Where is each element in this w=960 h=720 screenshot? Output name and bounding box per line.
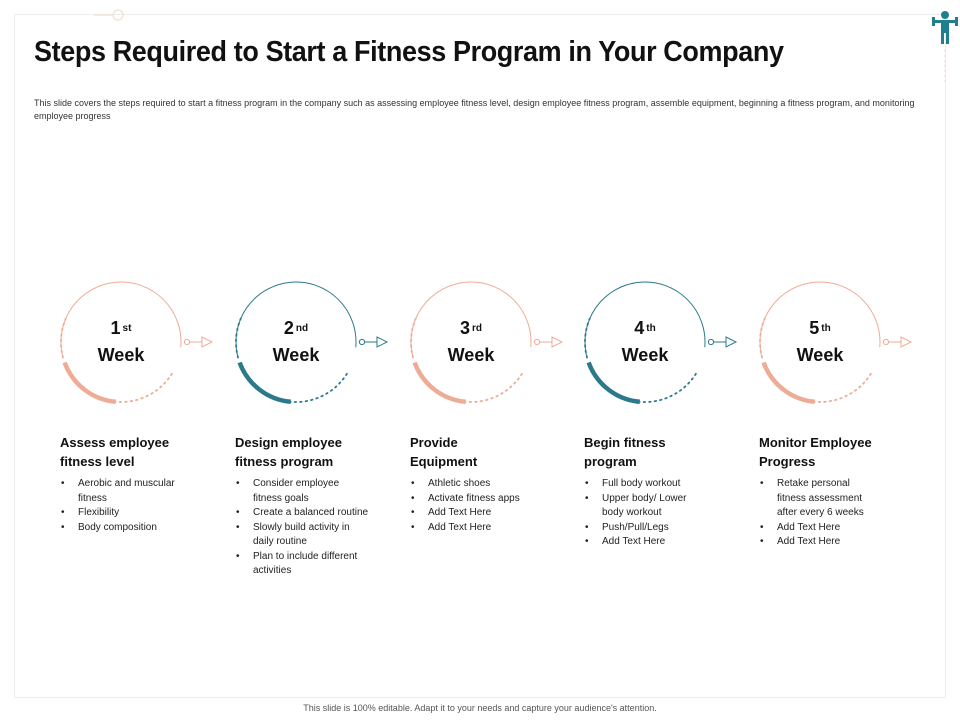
connector-dot	[883, 339, 888, 344]
step-title: Assess employee fitness level	[60, 435, 170, 469]
step-title: Provide Equipment	[410, 435, 478, 469]
step-bullet-list	[584, 477, 704, 550]
step-bullet-list	[759, 477, 879, 550]
week-number-value: 1	[110, 318, 121, 338]
week-number	[410, 318, 532, 339]
step-title: Begin fitness program	[584, 435, 666, 469]
week-number-value: 4	[634, 318, 645, 338]
bullet-item: • Create a balanced routine	[235, 506, 370, 521]
week-label: Week	[97, 345, 145, 365]
circle-dotted-arc	[464, 374, 522, 402]
chevron-right-icon	[202, 337, 212, 347]
week-label: Week	[447, 345, 495, 365]
bullet-item: • Upper body/ Lower body workout	[584, 492, 704, 521]
circle-thick-arc	[589, 363, 640, 402]
bullet-item: • Plan to include different activities	[235, 550, 370, 579]
step-bullet-list	[60, 477, 175, 535]
bullet-item: • Body composition	[60, 521, 175, 536]
bullet-item: • Add Text Here	[759, 521, 879, 536]
week-label: Week	[621, 345, 669, 365]
circle-thick-arc	[764, 363, 815, 402]
circle-thick-arc	[240, 363, 291, 402]
week-number	[235, 318, 357, 339]
week-ordinal-suffix: th	[646, 323, 656, 334]
week-number-value: 2	[283, 318, 294, 338]
connector-dot	[184, 339, 189, 344]
bullet-item: • Retake personal fitness assessment after every 6 weeks	[759, 477, 879, 521]
fitness-person-icon	[930, 6, 960, 82]
corner-decoration-icon	[92, 6, 128, 24]
week-number	[759, 318, 881, 339]
bullet-item: • Add Text Here	[410, 521, 530, 536]
circle-thick-arc	[65, 363, 116, 402]
connector-dot	[534, 339, 539, 344]
week-label: Week	[272, 345, 320, 365]
circle-dotted-arc	[114, 374, 172, 402]
chevron-right-icon	[901, 337, 911, 347]
bullet-item: • Add Text Here	[759, 535, 879, 550]
circle-dotted-arc	[813, 374, 871, 402]
step-4	[584, 270, 754, 710]
chevron-right-icon	[726, 337, 736, 347]
bullet-item: • Consider employee fitness goals	[235, 477, 370, 506]
page-title: Steps Required to Start a Fitness Program in Your Company	[34, 36, 784, 68]
week-number	[60, 318, 182, 339]
circle-dotted-arc	[289, 374, 347, 402]
week-label: Week	[796, 345, 844, 365]
week-number	[584, 318, 706, 339]
week-ordinal-suffix: st	[122, 323, 132, 334]
page-description: This slide covers the steps required to start a fitness program in the company such as assessing employee fitness level, design employee fitness program, assemble equipment, beginning a fitness program, and monitoring employee progress	[34, 98, 915, 121]
connector-dot	[708, 339, 713, 344]
circle-thick-arc	[415, 363, 466, 402]
bullet-item: • Add Text Here	[410, 506, 530, 521]
step-3	[410, 270, 580, 710]
week-number-value: 3	[459, 318, 470, 338]
bullet-item: • Athletic shoes	[410, 477, 530, 492]
step-5	[759, 270, 929, 710]
bullet-item: • Add Text Here	[584, 535, 704, 550]
chevron-right-icon	[552, 337, 562, 347]
step-2	[235, 270, 405, 710]
bullet-item: • Flexibility	[60, 506, 175, 521]
step-title: Monitor Employee Progress	[759, 435, 872, 469]
bullet-item: • Aerobic and muscular fitness	[60, 477, 175, 506]
step-bullet-list	[235, 477, 370, 579]
bullet-item: • Slowly build activity in daily routine	[235, 521, 370, 550]
bullet-item: • Activate fitness apps	[410, 492, 530, 507]
footer-note: This slide is 100% editable. Adapt it to your needs and capture your audience's attention.	[303, 703, 657, 713]
step-1	[60, 270, 230, 710]
bullet-item: • Full body workout	[584, 477, 704, 492]
chevron-right-icon	[377, 337, 387, 347]
bullet-item: • Push/Pull/Legs	[584, 521, 704, 536]
week-ordinal-suffix: th	[821, 323, 831, 334]
week-ordinal-suffix: rd	[472, 323, 482, 334]
step-bullet-list	[410, 477, 530, 535]
step-title: Design employee fitness program	[235, 435, 342, 469]
circle-dotted-arc	[638, 374, 696, 402]
week-number-value: 5	[809, 318, 820, 338]
week-ordinal-suffix: nd	[295, 323, 309, 334]
connector-dot	[359, 339, 364, 344]
